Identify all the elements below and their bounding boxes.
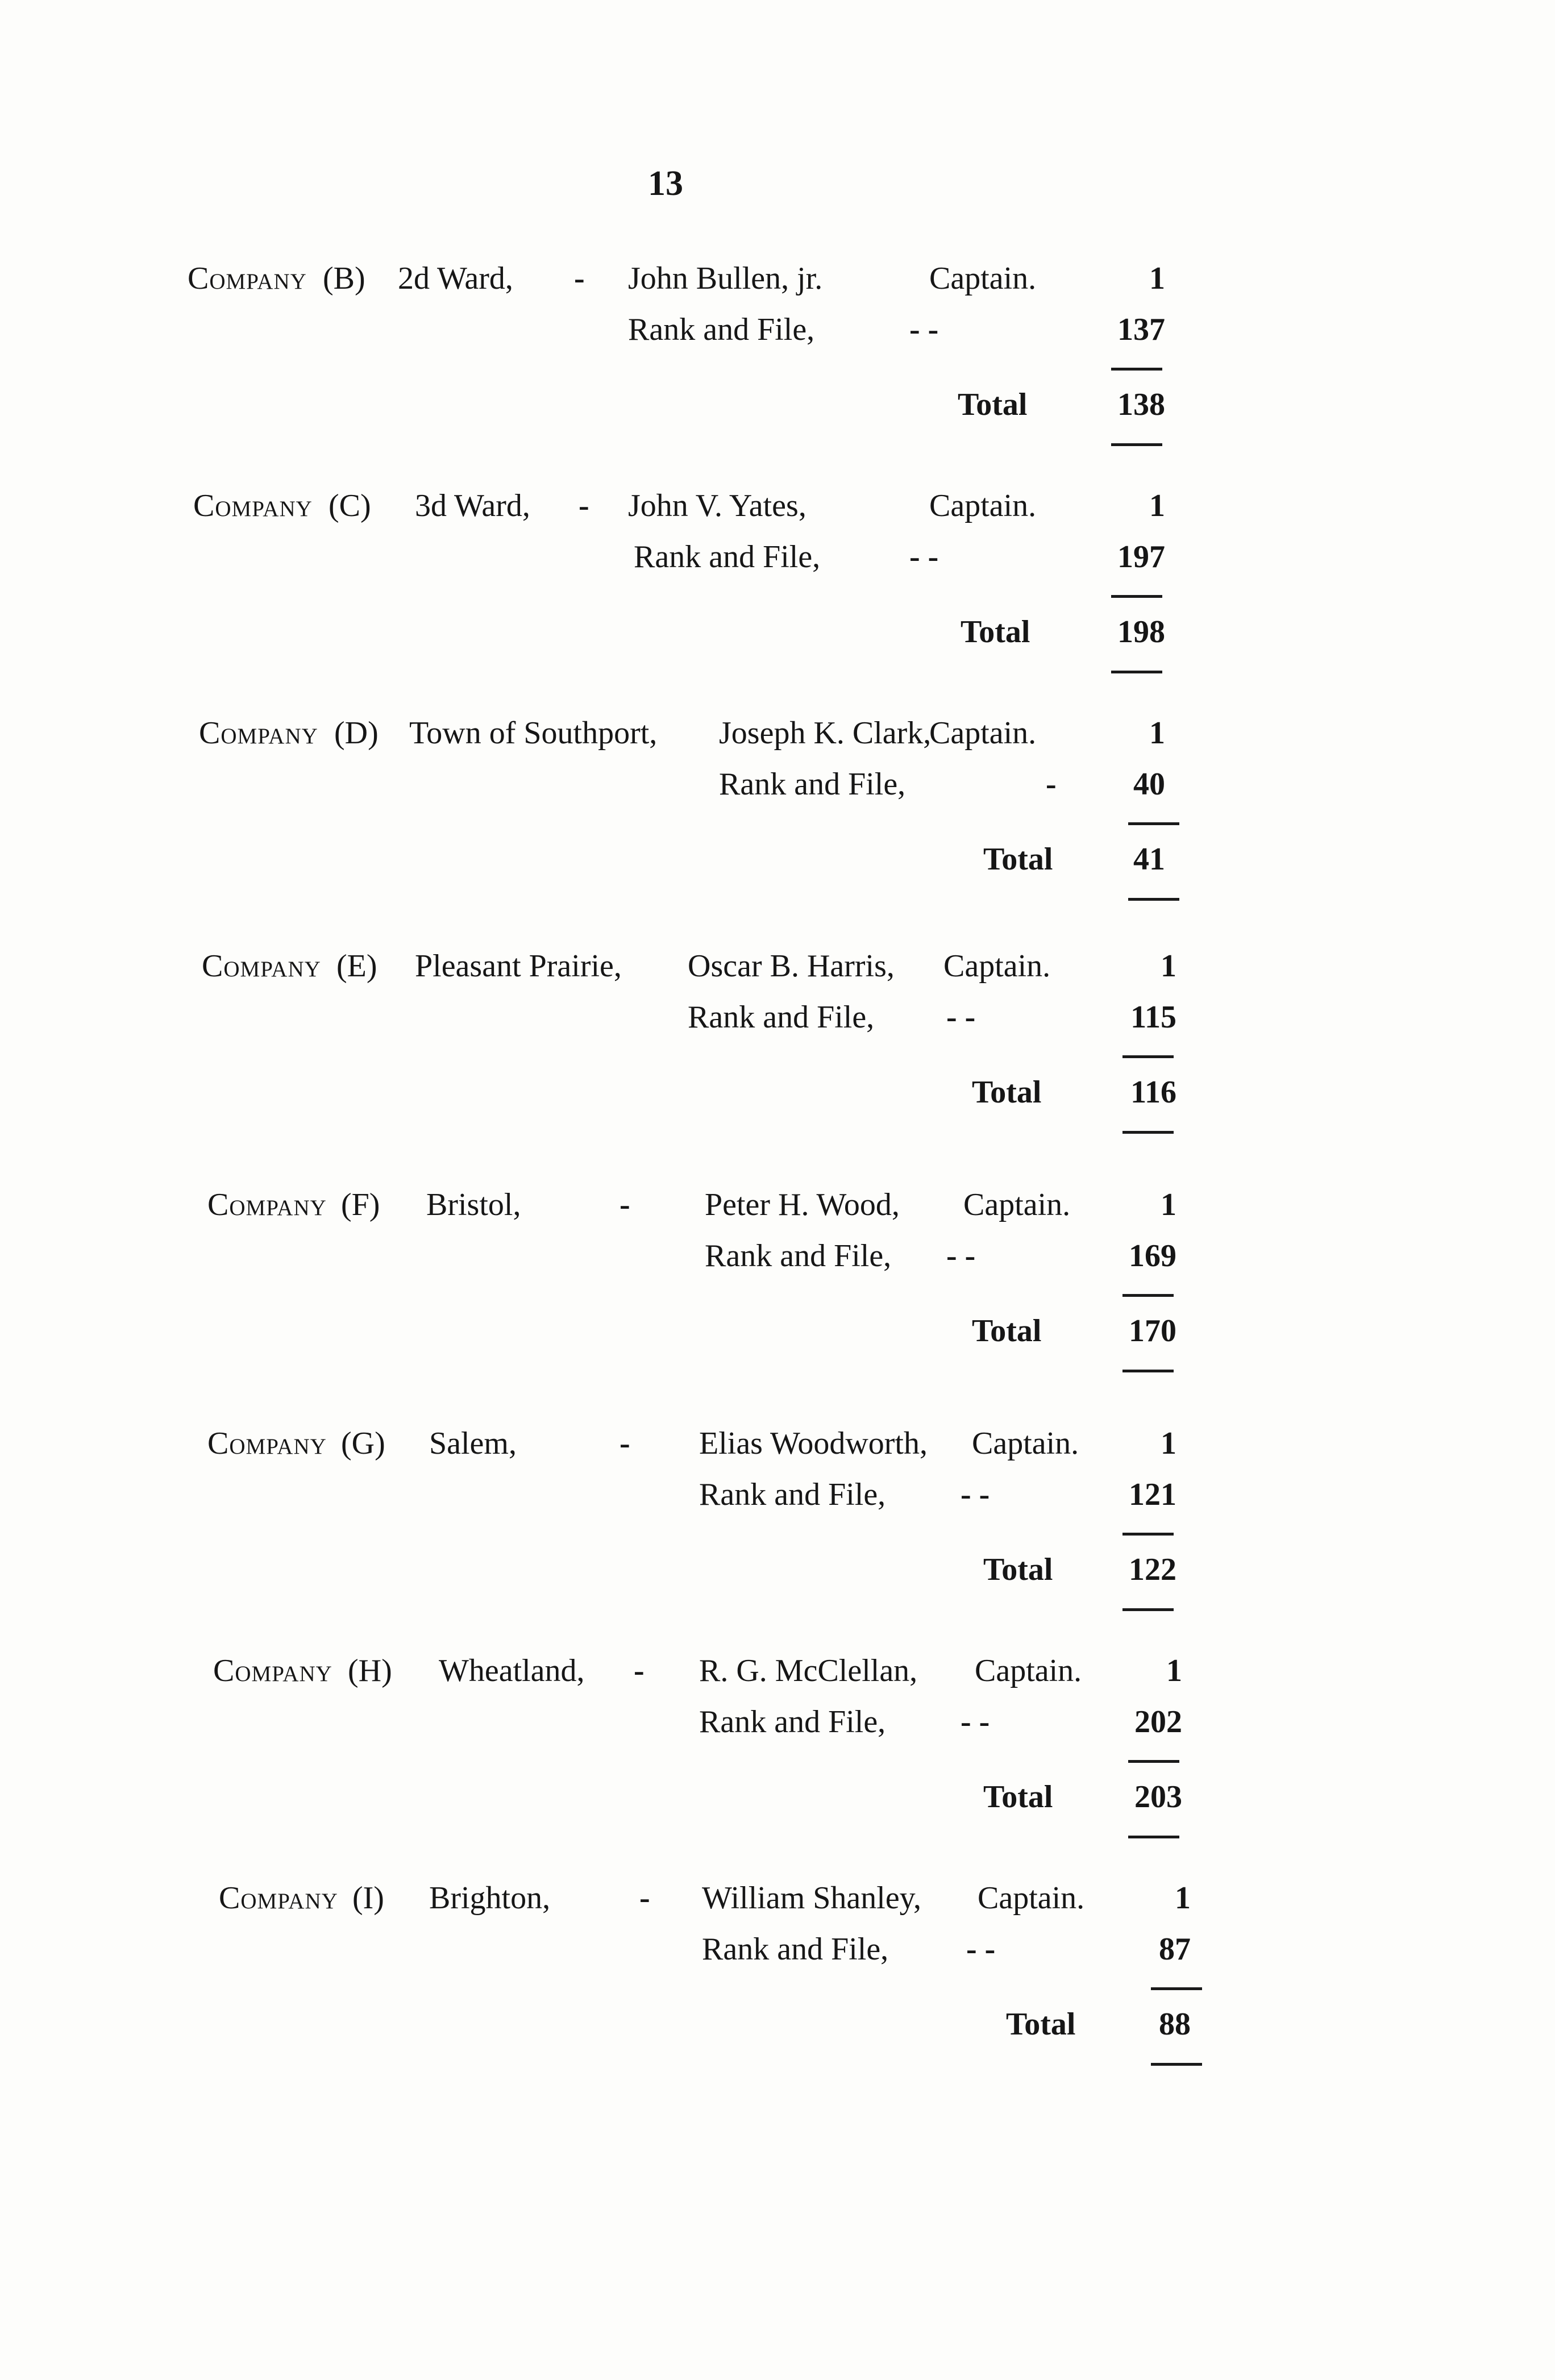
company-letter: (H) [348, 1653, 392, 1688]
total-label: Total [983, 842, 1053, 877]
total-value: 122 [1129, 1552, 1176, 1587]
captain-name: John V. Yates, [628, 488, 806, 523]
captain-count: 1 [1149, 261, 1165, 296]
company-entry [0, 950, 1555, 1177]
rank-and-file-count: 40 [1133, 767, 1165, 802]
captain-title: Captain. [943, 948, 1051, 984]
company-letter: (C) [329, 488, 371, 523]
rank-dashes: - - [946, 1000, 976, 1035]
rank-dashes: - - [961, 1704, 990, 1740]
rank-dashes: - - [946, 1238, 976, 1274]
sum-rule [1151, 1987, 1202, 1990]
total-label: Total [983, 1552, 1053, 1587]
end-rule [1122, 1608, 1174, 1611]
captain-count: 1 [1161, 1187, 1176, 1222]
end-rule [1111, 671, 1162, 673]
end-rule [1128, 898, 1179, 901]
company-label: Company [202, 948, 321, 984]
sum-rule [1122, 1294, 1174, 1297]
separator-dash: - [619, 1187, 630, 1222]
captain-title: Captain. [929, 261, 1037, 296]
company-label: Company [219, 1880, 338, 1916]
company-location: Town of Southport, [409, 715, 658, 751]
page-number: 13 [648, 164, 683, 203]
company-letter: (D) [334, 715, 379, 751]
company-entry [0, 1882, 1555, 2109]
sum-rule [1122, 1055, 1174, 1058]
rank-and-file-label: Rank and File, [688, 1000, 875, 1035]
company-label: Company [188, 261, 307, 296]
company-letter: (F) [341, 1187, 380, 1222]
sum-rule [1111, 595, 1162, 598]
company-location: Salem, [429, 1426, 517, 1461]
total-label: Total [958, 387, 1028, 422]
captain-name: R. G. McClellan, [699, 1653, 918, 1688]
rank-and-file-label: Rank and File, [699, 1477, 886, 1512]
total-value: 138 [1117, 387, 1165, 422]
captain-name: John Bullen, jr. [628, 261, 823, 296]
captain-count: 1 [1149, 715, 1165, 751]
end-rule [1122, 1131, 1174, 1134]
total-value: 170 [1129, 1313, 1176, 1349]
sum-rule [1128, 822, 1179, 825]
company-entry [0, 1428, 1555, 1655]
sum-rule [1122, 1533, 1174, 1536]
separator-dash: - [634, 1653, 645, 1688]
rank-and-file-count: 169 [1129, 1238, 1176, 1274]
total-value: 88 [1159, 2007, 1191, 2042]
rank-dashes: - [1046, 767, 1057, 802]
captain-title: Captain. [929, 715, 1037, 751]
company-entry [0, 717, 1555, 944]
rank-and-file-label: Rank and File, [719, 767, 906, 802]
sum-rule [1128, 1760, 1179, 1763]
rank-and-file-label: Rank and File, [702, 1932, 889, 1967]
separator-dash: - [639, 1880, 650, 1916]
total-label: Total [961, 614, 1030, 650]
captain-count: 1 [1149, 488, 1165, 523]
rank-and-file-count: 87 [1159, 1932, 1191, 1967]
total-value: 203 [1134, 1779, 1182, 1815]
company-label: Company [207, 1187, 327, 1222]
company-label: Company [207, 1426, 327, 1461]
company-entry [0, 263, 1555, 490]
rank-and-file-count: 115 [1130, 1000, 1176, 1035]
rank-and-file-label: Rank and File, [628, 312, 815, 347]
company-label: Company [199, 715, 318, 751]
rank-and-file-label: Rank and File, [705, 1238, 892, 1274]
company-location: Brighton, [429, 1880, 551, 1916]
separator-dash: - [574, 261, 585, 296]
separator-dash: - [619, 1426, 630, 1461]
captain-name: Elias Woodworth, [699, 1426, 928, 1461]
rank-and-file-label: Rank and File, [634, 539, 821, 575]
company-letter: (G) [341, 1426, 385, 1461]
total-value: 41 [1133, 842, 1165, 877]
captain-title: Captain. [972, 1426, 1079, 1461]
end-rule [1122, 1370, 1174, 1372]
captain-count: 1 [1166, 1653, 1182, 1688]
end-rule [1128, 1836, 1179, 1838]
company-entry [0, 490, 1555, 717]
captain-name: Oscar B. Harris, [688, 948, 895, 984]
company-entry [0, 1189, 1555, 1416]
rank-and-file-count: 137 [1117, 312, 1165, 347]
captain-name: Peter H. Wood, [705, 1187, 900, 1222]
total-label: Total [972, 1313, 1042, 1349]
captain-title: Captain. [963, 1187, 1071, 1222]
total-label: Total [1006, 2007, 1076, 2042]
captain-count: 1 [1161, 948, 1176, 984]
rank-and-file-count: 121 [1129, 1477, 1176, 1512]
rank-and-file-count: 202 [1134, 1704, 1182, 1740]
rank-dashes: - - [909, 539, 939, 575]
total-label: Total [972, 1075, 1042, 1110]
company-letter: (I) [352, 1880, 384, 1916]
company-location: Wheatland, [439, 1653, 585, 1688]
total-value: 198 [1117, 614, 1165, 650]
captain-name: Joseph K. Clark, [719, 715, 932, 751]
company-label: Company [193, 488, 313, 523]
company-location: Pleasant Prairie, [415, 948, 622, 984]
rank-dashes: - - [961, 1477, 990, 1512]
captain-count: 1 [1161, 1426, 1176, 1461]
company-location: Bristol, [426, 1187, 521, 1222]
rank-and-file-label: Rank and File, [699, 1704, 886, 1740]
captain-title: Captain. [978, 1880, 1085, 1916]
total-value: 116 [1130, 1075, 1176, 1110]
total-label: Total [983, 1779, 1053, 1815]
rank-dashes: - - [966, 1932, 996, 1967]
separator-dash: - [579, 488, 589, 523]
captain-title: Captain. [975, 1653, 1082, 1688]
company-letter: (B) [323, 261, 365, 296]
captain-count: 1 [1175, 1880, 1191, 1916]
company-location: 3d Ward, [415, 488, 530, 523]
company-label: Company [213, 1653, 332, 1688]
company-location: 2d Ward, [398, 261, 513, 296]
rank-and-file-count: 197 [1117, 539, 1165, 575]
sum-rule [1111, 368, 1162, 371]
captain-name: William Shanley, [702, 1880, 922, 1916]
company-entry [0, 1655, 1555, 1882]
end-rule [1111, 443, 1162, 446]
captain-title: Captain. [929, 488, 1037, 523]
company-letter: (E) [336, 948, 377, 984]
rank-dashes: - - [909, 312, 939, 347]
end-rule [1151, 2063, 1202, 2066]
